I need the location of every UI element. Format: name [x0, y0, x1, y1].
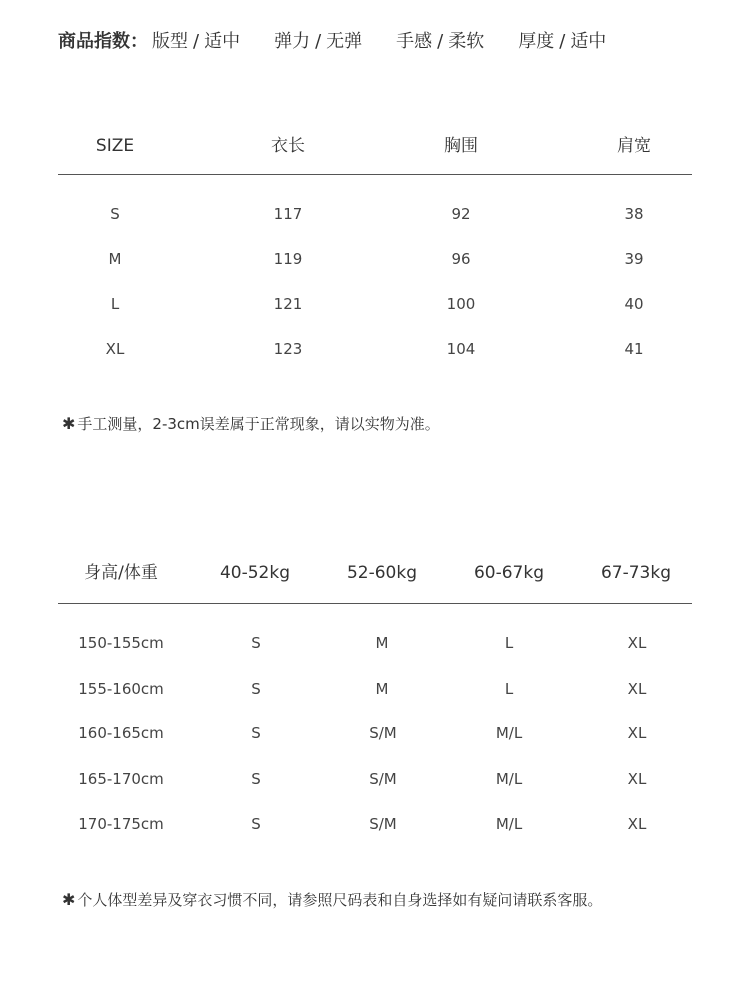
table-cell: S: [251, 724, 261, 742]
index-label: 弹力: [274, 31, 311, 52]
header-cell: 身高/体重: [84, 563, 158, 583]
size-table: [58, 134, 692, 358]
table-cell: 155-160cm: [78, 680, 164, 698]
product-index-title: 商品指数：: [58, 31, 148, 52]
table-cell: 150-155cm: [78, 634, 164, 652]
header-cell: 胸围: [444, 136, 478, 156]
table-cell: 165-170cm: [78, 770, 164, 788]
table-cell: XL: [627, 634, 647, 652]
table-cell: S: [251, 815, 261, 833]
asterisk-icon: ✱: [62, 414, 76, 433]
table-cell: S/M: [369, 724, 397, 742]
table-cell: 121: [273, 295, 303, 313]
table-cell: L: [110, 295, 120, 313]
index-separator: /: [315, 31, 322, 52]
header-cell: 衣长: [271, 136, 305, 156]
table-row: [58, 631, 692, 655]
fit-table-divider: [58, 603, 692, 604]
index-item-fit: [152, 27, 240, 53]
table-row: [58, 677, 692, 701]
table-cell: S/M: [369, 815, 397, 833]
index-label: 版型: [152, 31, 188, 52]
size-note-text: 手工测量，2-3cm误差属于正常现象，请以实物为准。: [77, 415, 440, 433]
index-value: 柔软: [448, 31, 485, 52]
product-index: [58, 24, 606, 56]
table-row: [58, 721, 692, 745]
table-row: [58, 202, 692, 226]
table-cell: 119: [273, 250, 303, 268]
header-cell: SIZE: [95, 136, 135, 156]
table-cell: M: [108, 250, 122, 268]
table-cell: 39: [624, 250, 644, 268]
index-value: 适中: [570, 31, 607, 52]
table-cell: 38: [624, 205, 644, 223]
index-label: 厚度: [518, 31, 555, 52]
table-cell: S/M: [369, 770, 397, 788]
table-cell: M/L: [495, 724, 523, 742]
index-separator: /: [193, 31, 200, 52]
index-item-thickness: [518, 27, 606, 53]
table-cell: 160-165cm: [78, 724, 164, 742]
table-cell: 92: [451, 205, 471, 223]
table-cell: XL: [627, 770, 647, 788]
table-cell: 100: [446, 295, 476, 313]
table-cell: XL: [627, 815, 647, 833]
table-cell: XL: [627, 724, 647, 742]
table-cell: 40: [624, 295, 644, 313]
index-value: 无弹: [326, 31, 363, 52]
table-cell: S: [251, 770, 261, 788]
index-value: 适中: [204, 31, 241, 52]
table-row: [58, 337, 692, 361]
fit-table: [58, 561, 692, 833]
table-cell: M: [375, 634, 389, 652]
table-cell: 104: [446, 340, 476, 358]
table-row: [58, 292, 692, 316]
index-separator: /: [437, 31, 444, 52]
table-cell: XL: [105, 340, 125, 358]
table-cell: S: [251, 634, 261, 652]
table-cell: L: [504, 680, 514, 698]
header-cell: 肩宽: [617, 136, 651, 156]
table-row: [58, 767, 692, 791]
size-note: [62, 413, 440, 435]
table-cell: S: [110, 205, 120, 223]
table-cell: M: [375, 680, 389, 698]
fit-note-text: 个人体型差异及穿衣习惯不同，请参照尺码表和自身选择如有疑问请联系客服。: [77, 891, 603, 909]
index-item-feel: [396, 27, 484, 53]
table-cell: S: [251, 680, 261, 698]
fit-note: [62, 889, 602, 911]
table-cell: L: [504, 634, 514, 652]
header-cell: 40-52kg: [219, 563, 291, 583]
table-cell: 96: [451, 250, 471, 268]
table-row: [58, 812, 692, 836]
index-label: 手感: [396, 31, 433, 52]
table-cell: 123: [273, 340, 303, 358]
size-table-divider: [58, 174, 692, 175]
size-table-header: [58, 134, 692, 158]
table-row: [58, 247, 692, 271]
table-cell: 41: [624, 340, 644, 358]
index-separator: /: [559, 31, 566, 52]
table-cell: 117: [273, 205, 303, 223]
table-cell: M/L: [495, 815, 523, 833]
index-item-elasticity: [274, 27, 362, 53]
table-cell: XL: [627, 680, 647, 698]
header-cell: 60-67kg: [473, 563, 545, 583]
asterisk-icon: ✱: [62, 890, 76, 909]
fit-table-header: [58, 561, 692, 585]
table-cell: M/L: [495, 770, 523, 788]
table-cell: 170-175cm: [78, 815, 164, 833]
header-cell: 67-73kg: [600, 563, 672, 583]
header-cell: 52-60kg: [346, 563, 418, 583]
